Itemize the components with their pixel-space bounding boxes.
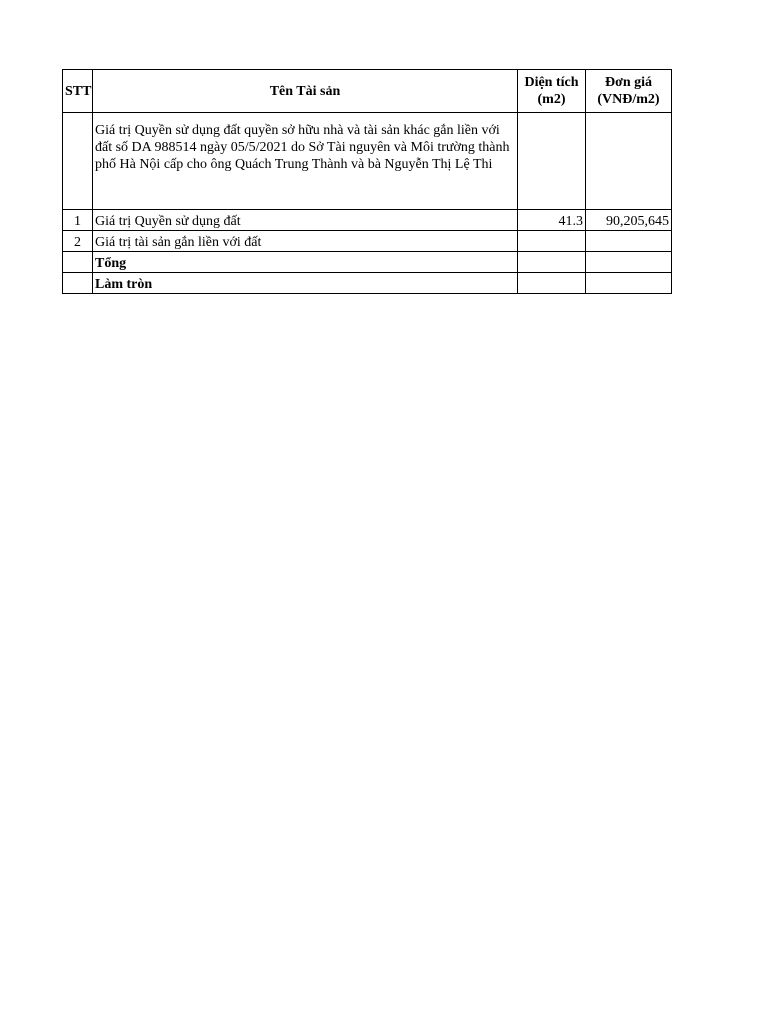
- header-asset-name: Tên Tài sản: [93, 70, 518, 113]
- table-row: [63, 210, 672, 231]
- row-area: [518, 231, 586, 252]
- table-row-rounded: [63, 273, 672, 294]
- asset-valuation-table: [62, 69, 672, 294]
- row-asset-name: Giá trị Quyền sử dụng đất: [93, 210, 518, 231]
- total-price-cell: [586, 252, 672, 273]
- header-area: Diện tích (m2): [518, 70, 586, 113]
- total-stt-cell: [63, 252, 93, 273]
- row-asset-name: Giá trị tài sản gắn liền với đất: [93, 231, 518, 252]
- row-stt: 2: [63, 231, 93, 252]
- table-row: [63, 231, 672, 252]
- table-row-total: [63, 252, 672, 273]
- rounded-area-cell: [518, 273, 586, 294]
- rounded-label: Làm tròn: [93, 273, 518, 294]
- rounded-stt-cell: [63, 273, 93, 294]
- description-stt-cell: [63, 113, 93, 210]
- row-area: 41.3: [518, 210, 586, 231]
- total-label: Tổng: [93, 252, 518, 273]
- description-text: Giá trị Quyền sử dụng đất quyền sở hữu nhà và tài sản khác gắn liền với đất số DA 988514 ngày 05/5/2021 do Sở Tài nguyên và Môi trường thành phố Hà Nội cấp cho ông Quách Trung Thành và bà Nguyễn Thị Lệ Thi: [93, 113, 518, 210]
- rounded-price-cell: [586, 273, 672, 294]
- description-price-cell: [586, 113, 672, 210]
- description-area-cell: [518, 113, 586, 210]
- header-unit-price: Đơn giá (VNĐ/m2): [586, 70, 672, 113]
- row-stt: 1: [63, 210, 93, 231]
- table-header-row: [63, 70, 672, 113]
- row-unit-price: [586, 231, 672, 252]
- table-row-description: [63, 113, 672, 210]
- row-unit-price: 90,205,645: [586, 210, 672, 231]
- total-area-cell: [518, 252, 586, 273]
- header-stt: STT: [63, 70, 93, 113]
